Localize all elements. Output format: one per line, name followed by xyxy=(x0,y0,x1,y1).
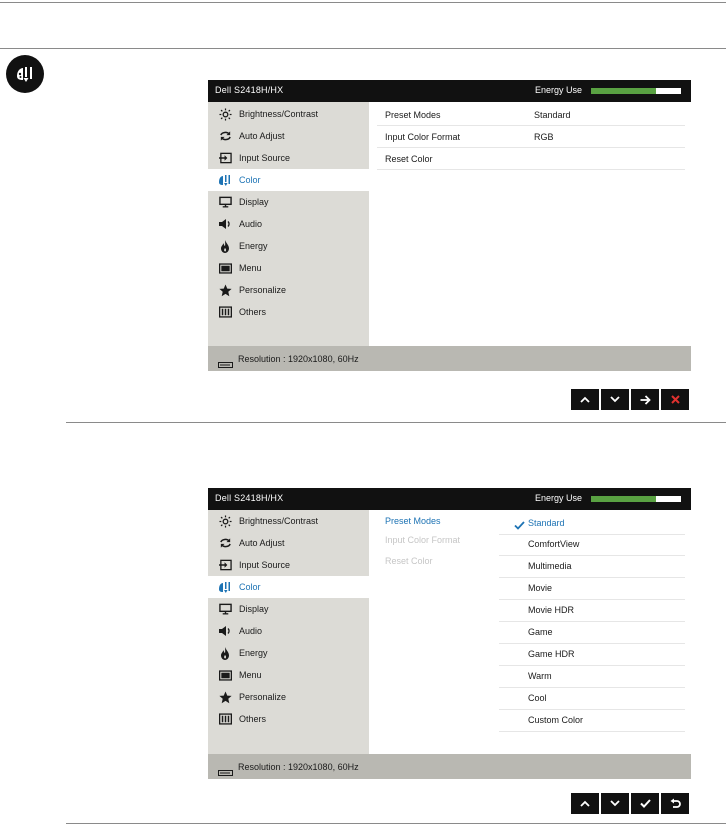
energy-icon xyxy=(218,646,232,660)
menu-item-label: Brightness/Contrast xyxy=(239,516,319,526)
menu-item-others[interactable] xyxy=(208,708,369,730)
setting-label: Reset Color xyxy=(385,154,433,164)
menu-item-audio[interactable] xyxy=(208,620,369,642)
preset-option-comfortview[interactable] xyxy=(499,533,685,556)
menu-item-label: Display xyxy=(239,197,269,207)
menu-item-label: Personalize xyxy=(239,285,287,295)
audio-icon xyxy=(218,217,232,231)
resolution-icon xyxy=(218,355,233,373)
menu-icon xyxy=(218,668,232,682)
setting-row-reset-color[interactable] xyxy=(377,148,685,170)
preset-option-label: ComfortView xyxy=(528,539,580,549)
down-icon xyxy=(610,800,620,807)
setting-label: Input Color Format xyxy=(385,132,461,142)
menu-item-energy[interactable] xyxy=(208,642,369,664)
divider-bottom xyxy=(66,823,726,824)
energy-use-label: Energy Use xyxy=(535,493,583,503)
osd-status-bar xyxy=(208,754,691,779)
osd-main-menu xyxy=(208,102,369,346)
preset-option-cool[interactable] xyxy=(499,687,685,710)
divider-middle xyxy=(66,422,726,423)
osd-preset-modes-menu xyxy=(208,488,691,779)
up-button[interactable] xyxy=(571,389,599,410)
energy-use-meter xyxy=(591,496,681,502)
menu-item-brightness-contrast[interactable] xyxy=(208,510,369,532)
exit-button[interactable] xyxy=(661,389,689,410)
osd-nav-buttons-bottom xyxy=(571,793,689,814)
setting-value: Standard xyxy=(534,110,571,120)
others-icon xyxy=(218,305,232,319)
menu-item-personalize[interactable] xyxy=(208,279,369,301)
menu-item-menu[interactable] xyxy=(208,664,369,686)
preset-option-label: Custom Color xyxy=(528,715,584,725)
setting-row-input-color-format xyxy=(377,529,502,550)
up-icon xyxy=(580,800,590,807)
resolution-text: Resolution : 1920x1080, 60Hz xyxy=(238,354,359,364)
display-icon xyxy=(218,602,232,616)
personalize-icon xyxy=(218,283,232,297)
up-icon xyxy=(580,396,590,403)
enter-button[interactable] xyxy=(631,389,659,410)
check-icon xyxy=(640,799,651,808)
menu-item-label: Audio xyxy=(239,219,263,229)
menu-item-color[interactable] xyxy=(208,169,369,191)
display-icon xyxy=(218,195,232,209)
menu-item-input-source[interactable] xyxy=(208,147,369,169)
setting-row-reset-color xyxy=(377,550,502,571)
input-source-icon xyxy=(218,151,232,165)
menu-item-energy[interactable] xyxy=(208,235,369,257)
menu-item-input-source[interactable] xyxy=(208,554,369,576)
menu-item-label: Auto Adjust xyxy=(239,131,285,141)
preset-option-game-hdr[interactable] xyxy=(499,643,685,666)
menu-item-personalize[interactable] xyxy=(208,686,369,708)
preset-option-label: Movie HDR xyxy=(528,605,575,615)
menu-item-label: Display xyxy=(239,604,269,614)
osd-title-bar xyxy=(208,488,691,510)
energy-use-fill xyxy=(591,88,656,94)
menu-item-brightness-contrast[interactable] xyxy=(208,103,369,125)
menu-item-label: Brightness/Contrast xyxy=(239,109,319,119)
preset-option-game[interactable] xyxy=(499,621,685,644)
others-icon xyxy=(218,712,232,726)
preset-option-movie[interactable] xyxy=(499,577,685,600)
color-icon xyxy=(218,580,232,594)
menu-item-color[interactable] xyxy=(208,576,369,598)
osd-main-menu xyxy=(208,510,369,754)
resolution-icon xyxy=(218,763,233,781)
menu-item-label: Color xyxy=(239,582,261,592)
menu-item-label: Personalize xyxy=(239,692,287,702)
setting-row-preset-modes[interactable] xyxy=(377,510,502,531)
energy-icon xyxy=(218,239,232,253)
osd-status-bar xyxy=(208,346,691,371)
preset-option-label: Game HDR xyxy=(528,649,575,659)
back-button[interactable] xyxy=(661,793,689,814)
preset-option-label: Game xyxy=(528,627,553,637)
up-button[interactable] xyxy=(571,793,599,814)
energy-use-fill xyxy=(591,496,656,502)
menu-item-label: Others xyxy=(239,714,267,724)
osd-color-menu xyxy=(208,80,691,371)
auto-adjust-icon xyxy=(218,129,232,143)
menu-item-label: Menu xyxy=(239,263,262,273)
right-arrow-icon xyxy=(640,395,651,405)
setting-label: Input Color Format xyxy=(385,535,461,545)
setting-label: Preset Modes xyxy=(385,516,441,526)
divider-top xyxy=(0,2,726,3)
monitor-model: Dell S2418H/HX xyxy=(215,85,284,95)
menu-item-label: Audio xyxy=(239,626,263,636)
menu-item-label: Input Source xyxy=(239,153,291,163)
setting-row-input-color-format[interactable] xyxy=(377,126,685,148)
down-icon xyxy=(610,396,620,403)
setting-label: Reset Color xyxy=(385,556,433,566)
preset-option-custom-color[interactable] xyxy=(499,709,685,732)
menu-item-auto-adjust[interactable] xyxy=(208,125,369,147)
menu-item-audio[interactable] xyxy=(208,213,369,235)
menu-item-label: Energy xyxy=(239,241,268,251)
preset-option-multimedia[interactable] xyxy=(499,555,685,578)
osd-nav-buttons-top xyxy=(571,389,689,410)
color-icon xyxy=(218,173,232,187)
back-icon xyxy=(670,798,681,809)
menu-item-label: Others xyxy=(239,307,267,317)
menu-item-label: Input Source xyxy=(239,560,291,570)
menu-item-display[interactable] xyxy=(208,598,369,620)
down-button[interactable] xyxy=(601,389,629,410)
energy-use-label: Energy Use xyxy=(535,85,583,95)
preset-option-label: Standard xyxy=(528,518,565,528)
down-button[interactable] xyxy=(601,793,629,814)
menu-icon xyxy=(218,261,232,275)
menu-item-label: Menu xyxy=(239,670,262,680)
preset-option-label: Cool xyxy=(528,693,547,703)
menu-item-label: Energy xyxy=(239,648,268,658)
brightness-icon xyxy=(218,107,232,121)
menu-item-display[interactable] xyxy=(208,191,369,213)
brightness-icon xyxy=(218,514,232,528)
menu-item-menu[interactable] xyxy=(208,257,369,279)
color-settings-panel xyxy=(369,510,691,754)
menu-item-label: Color xyxy=(239,175,261,185)
setting-label: Preset Modes xyxy=(385,110,441,120)
personalize-icon xyxy=(218,690,232,704)
osd-title-bar xyxy=(208,80,691,102)
resolution-text: Resolution : 1920x1080, 60Hz xyxy=(238,762,359,772)
auto-adjust-icon xyxy=(218,536,232,550)
menu-item-auto-adjust[interactable] xyxy=(208,532,369,554)
setting-value: RGB xyxy=(534,132,554,142)
menu-item-label: Auto Adjust xyxy=(239,538,285,548)
preset-option-label: Movie xyxy=(528,583,553,593)
setting-row-preset-modes[interactable] xyxy=(377,104,685,126)
confirm-button[interactable] xyxy=(631,793,659,814)
preset-option-label: Multimedia xyxy=(528,561,572,571)
preset-option-label: Warm xyxy=(528,671,552,681)
energy-use-meter xyxy=(591,88,681,94)
monitor-model: Dell S2418H/HX xyxy=(215,493,284,503)
close-icon xyxy=(671,395,680,404)
preset-option-warm[interactable] xyxy=(499,665,685,688)
divider-second xyxy=(0,48,726,49)
preset-option-standard[interactable] xyxy=(499,512,685,535)
input-source-icon xyxy=(218,558,232,572)
color-settings-panel xyxy=(369,102,691,346)
color-section-icon xyxy=(6,55,44,93)
preset-option-movie-hdr[interactable] xyxy=(499,599,685,622)
menu-item-others[interactable] xyxy=(208,301,369,323)
audio-icon xyxy=(218,624,232,638)
